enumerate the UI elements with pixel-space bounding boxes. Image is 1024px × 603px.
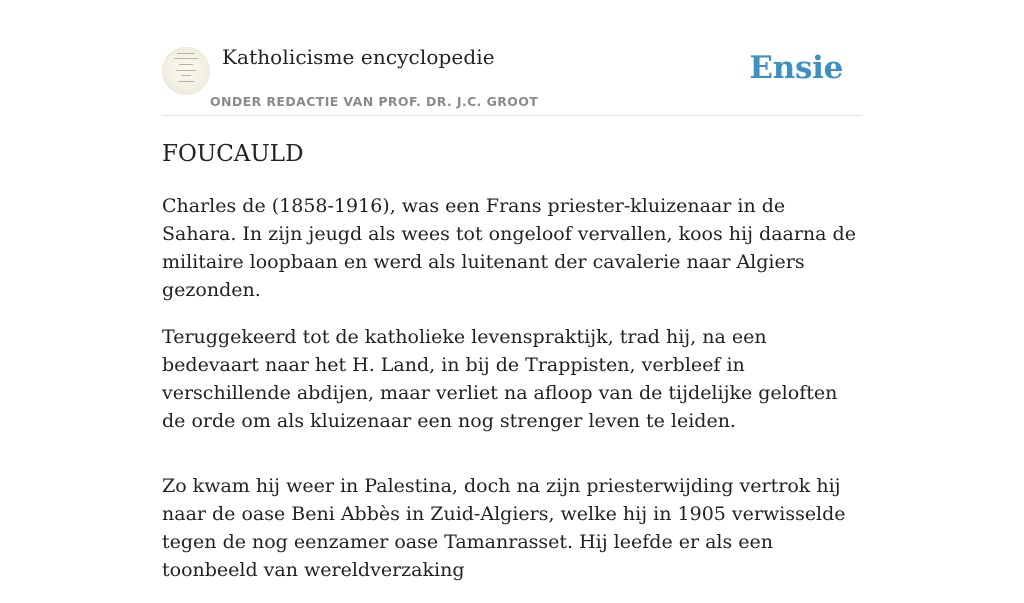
entry-paragraph: Teruggekeerd tot de katholieke levenspraktijk, trad hij, na een bedevaart naar het H. Land, in bij de Trappisten, verbleef in verschillende abdijen, maar verliet na afloop van de tijdelijke geloften de orde om als kluizenaar een nog strenger leven te leiden. [162,326,838,432]
page [162,0,862,581]
entry-paragraph: Charles de (1858-1916), was een Frans priester-kluizenaar in de Sahara. In zijn jeugd als wees tot ongeloof vervallen, koos hij daarna de militaire loopbaan en werd als luitenant der cavalerie naar Algiers gezonden. [162,195,856,301]
entry-body [162,192,862,603]
entry-headword: FOUCAULD [162,141,304,167]
header [162,0,862,116]
ensie-logo-link[interactable]: Ensie [749,50,843,86]
editor-subtitle: ONDER REDACTIE VAN PROF. DR. J.C. GROOT [210,94,539,109]
encyclopedia-title[interactable]: Katholicisme encyclopedie [222,45,495,69]
encyclopedia-cover-image[interactable] [162,47,210,95]
entry-paragraph: Zo kwam hij weer in Palestina, doch na zijn priesterwijding vertrok hij naar de oase Beni Abbès in Zuid-Algiers, welke hij in 1905 verwisselde tegen de nog eenzamer oase Tamanrasset. Hij leefde er als een toonbeeld van wereldverzaking [162,475,846,581]
